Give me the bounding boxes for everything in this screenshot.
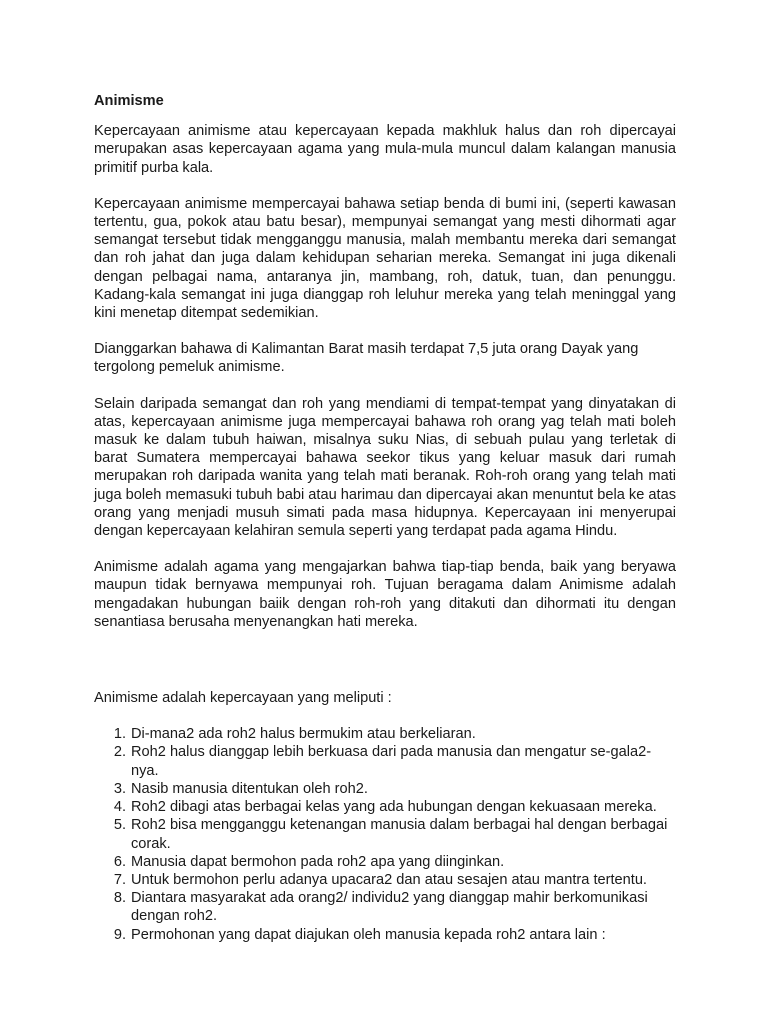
list-item: [94, 725, 676, 743]
list-item-text: Di-mana2 ada roh2 halus bermukim atau berkeliaran.: [131, 726, 476, 743]
numbered-list: [94, 725, 676, 943]
list-item: [94, 926, 676, 944]
list-intro: Animisme adalah kepercayaan yang meliputi :: [94, 690, 392, 707]
list-item: [94, 780, 676, 798]
list-item-text: Untuk bermohon perlu adanya upacara2 dan atau sesajen atau mantra tertentu.: [131, 871, 647, 888]
paragraph-4: Selain daripada semangat dan roh yang mendiami di tempat-tempat yang dinyatakan di atas, kepercayaan animisme juga mempercayai bahawa roh orang yag telah mati boleh masuk ke dalam tubuh haiwan, misalnya suku Nias, di sebuah pulau yang terletak di barat Sumatera mempercayai bahawa seekor tikus yang keluar masuk dari rumah merupakan roh daripada wanita yang telah mati beranak. Roh-roh orang yang telah mati juga boleh memasuki tubuh babi atau harimau dan dipercayai akan menuntut bela ke atas orang yang menjadi musuh simati pada masa hidupnya. Kepercayaan ini menyerupai dengan kepercayaan kelahiran semula seperti yang terdapat pada agama Hindu.: [94, 395, 676, 540]
blank-space: [94, 649, 676, 689]
list-item: [94, 853, 676, 871]
document-page: [94, 92, 676, 944]
list-number: 9.: [113, 926, 126, 943]
list-number: 6.: [113, 853, 126, 870]
paragraph-1: Kepercayaan animisme atau kepercayaan kepada makhluk halus dan roh dipercayai merupakan asas kepercayaan agama yang mula-mula muncul dalam kalangan manusia primitif purba kala.: [94, 123, 676, 176]
document-title: Animisme: [94, 93, 164, 109]
list-item-text: Permohonan yang dapat diajukan oleh manusia kepada roh2 antara lain :: [131, 926, 606, 943]
list-number: 7.: [113, 871, 126, 888]
list-number: 3.: [113, 780, 126, 797]
list-item-text: Roh2 bisa mengganggu ketenangan manusia dalam berbagai hal dengan berbagai corak.: [131, 817, 668, 852]
list-item: [94, 743, 676, 779]
list-item-text: Roh2 halus dianggap lebih berkuasa dari pada manusia dan mengatur se-gala2-nya.: [131, 744, 652, 779]
list-item-text: Roh2 dibagi atas berbagai kelas yang ada hubungan dengan kekuasaan mereka.: [131, 799, 657, 816]
list-item-text: Diantara masyarakat ada orang2/ individu2 yang dianggap mahir berkomunikasi dengan roh2.: [131, 890, 648, 925]
paragraph-2: Kepercayaan animisme mempercayai bahawa setiap benda di bumi ini, (seperti kawasan tertentu, gua, pokok atau batu besar), mempunyai semangat yang mesti dihormati agar semangat tersebut tidak mengganggu manusia, malah membantu mereka dari semangat dan roh jahat dan juga dalam kehidupan seharian mereka. Semangat ini juga dikenali dengan pelbagai nama, antaranya jin, mambang, roh, datuk, tuan, dan penunggu. Kadang-kala semangat ini juga dianggap roh leluhur mereka yang telah meninggal yang kini menetap ditempat sedemikian.: [94, 195, 676, 322]
paragraph-5: Animisme adalah agama yang mengajarkan bahwa tiap-tiap benda, baik yang beryawa maupun tidak bernyawa mempunyai roh. Tujuan beragama dalam Animisme adalah mengadakan hubungan baiik dengan roh-roh yang ditakuti dan dihormati itu dengan senantiasa berusaha menyenangkan hati mereka.: [94, 559, 676, 630]
list-number: 4.: [113, 799, 126, 816]
list-item: [94, 871, 676, 889]
list-number: 2.: [113, 744, 126, 761]
list-item-text: Nasib manusia ditentukan oleh roh2.: [131, 780, 368, 797]
paragraph-3: Dianggarkan bahawa di Kalimantan Barat masih terdapat 7,5 juta orang Dayak yang tergolong pemeluk animisme.: [94, 341, 639, 376]
list-number: 5.: [113, 817, 126, 834]
list-item-text: Manusia dapat bermohon pada roh2 apa yang diinginkan.: [131, 853, 505, 870]
list-item: [94, 816, 676, 852]
list-number: 1.: [113, 726, 126, 743]
list-item: [94, 798, 676, 816]
list-item: [94, 889, 676, 925]
list-number: 8.: [113, 890, 126, 907]
